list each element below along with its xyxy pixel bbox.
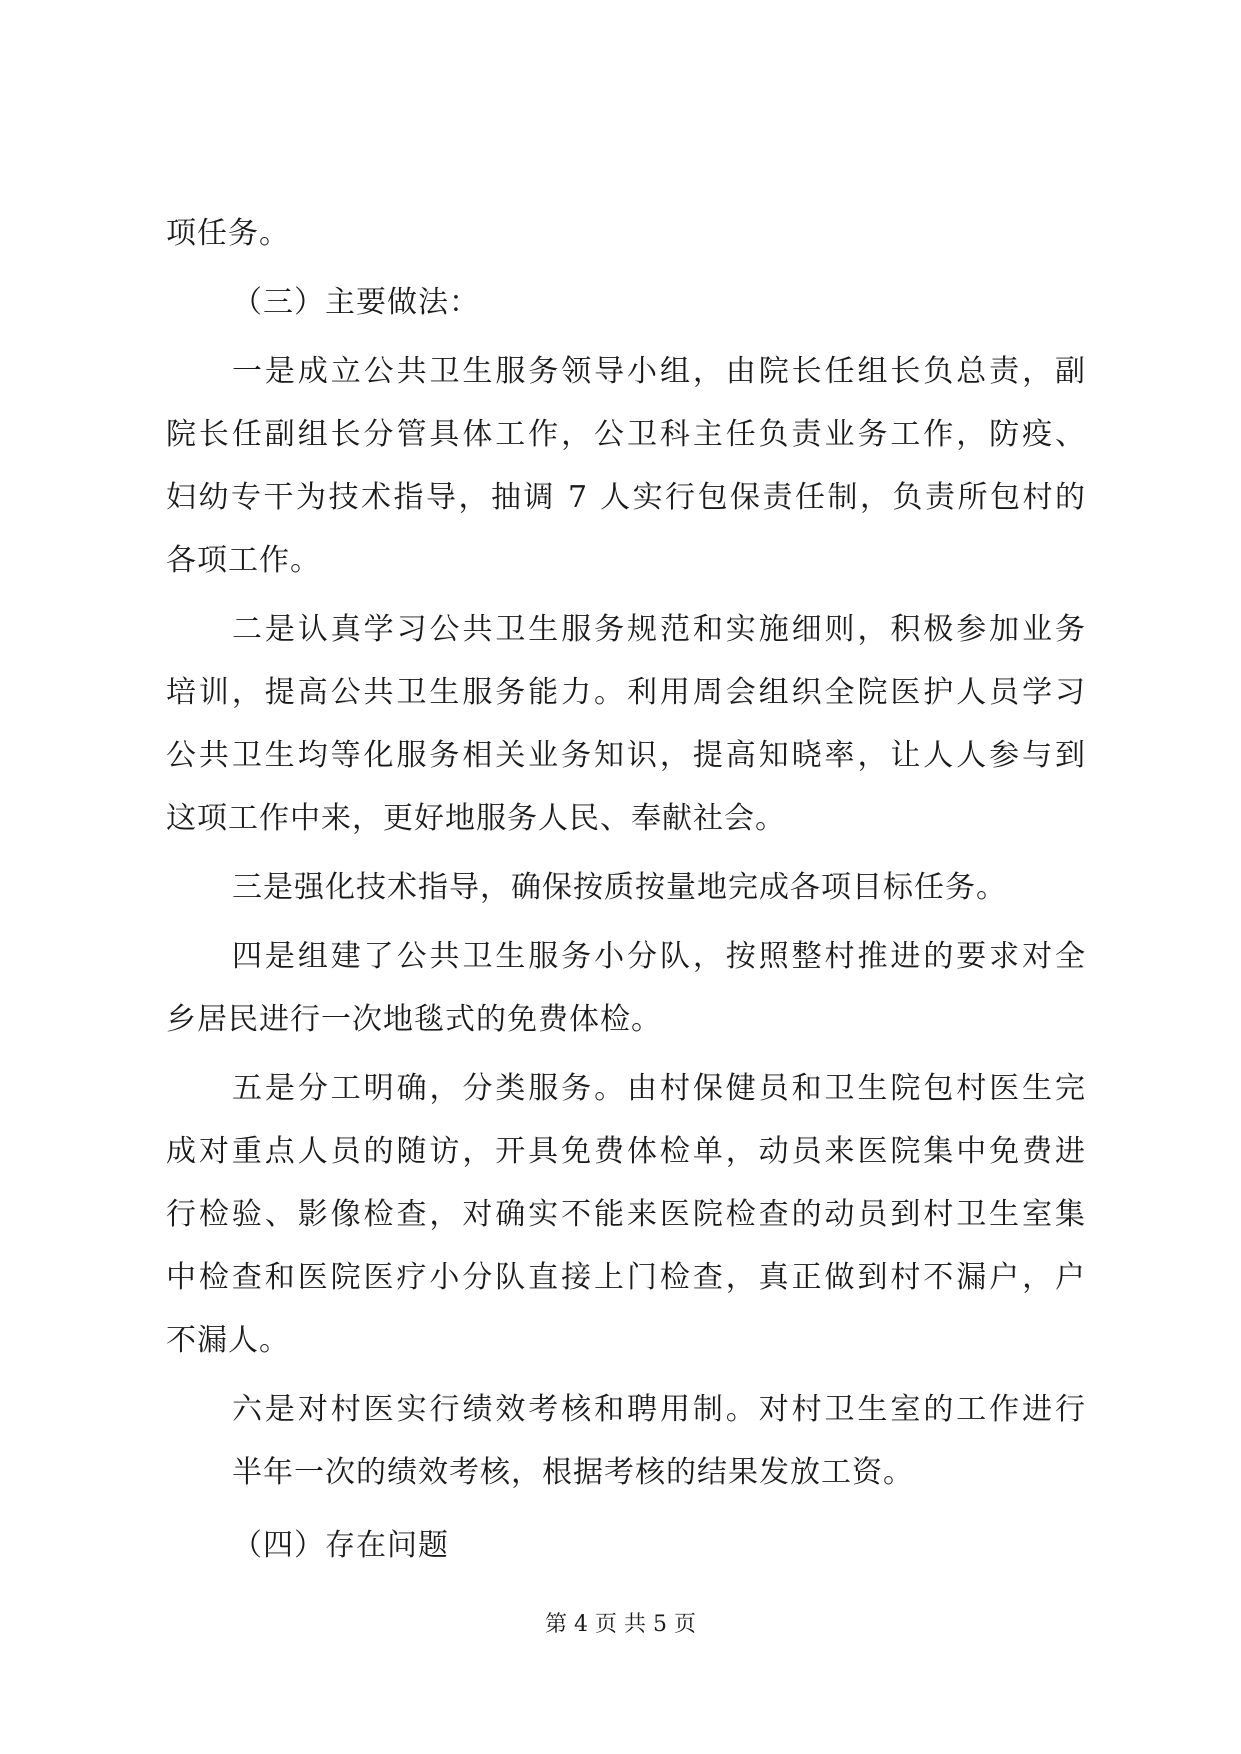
section-heading: 半年一次的绩效考核，根据考核的结果发放工资。: [232, 1455, 914, 1490]
text-line: 成对重点人员的随访，开具免费体检单，动员来医院集中免费进: [166, 1134, 1086, 1169]
text-line: 不漏人。: [166, 1323, 290, 1358]
text-line: 公共卫生均等化服务相关业务知识，提高知晓率，让人人参与到: [166, 738, 1086, 773]
text-line: 妇幼专干为技术指导，抽调 7 人实行包保责任制，负责所包村的: [166, 480, 1086, 515]
text-line: 五是分工明确，分类服务。由村保健员和卫生院包村医生完: [232, 1071, 1086, 1106]
text-line: 一是成立公共卫生服务领导小组，由院长任组长负总责，副: [232, 354, 1086, 389]
page-footer: 第 4 页 共 5 页: [545, 1612, 696, 1637]
text-line: 各项工作。: [166, 543, 321, 578]
text-line: 中检查和医院医疗小分队直接上门检查，真正做到村不漏户，户: [166, 1260, 1086, 1295]
text-line: 乡居民进行一次地毯式的免费体检。: [166, 1002, 662, 1037]
text-line: 项任务。: [166, 216, 290, 251]
text-line: 二是认真学习公共卫生服务规范和实施细则，积极参加业务: [232, 612, 1086, 647]
text-line: 三是强化技术指导，确保按质按量地完成各项目标任务。: [232, 870, 1007, 905]
section-heading: （三）主要做法：: [232, 285, 480, 320]
text-line: 行检验、影像检查，对确实不能来医院检查的动员到村卫生室集: [166, 1197, 1086, 1232]
section-heading: （四）存在问题: [232, 1528, 449, 1563]
text-line: 四是组建了公共卫生服务小分队，按照整村推进的要求对全: [232, 939, 1086, 974]
text-line: 六是对村医实行绩效考核和聘用制。对村卫生室的工作进行: [232, 1392, 1086, 1427]
text-line: 这项工作中来，更好地服务人民、奉献社会。: [166, 801, 786, 836]
text-line: 院长任副组长分管具体工作，公卫科主任负责业务工作，防疫、: [166, 417, 1086, 452]
text-line: 培训，提高公共卫生服务能力。利用周会组织全院医护人员学习: [166, 675, 1086, 710]
